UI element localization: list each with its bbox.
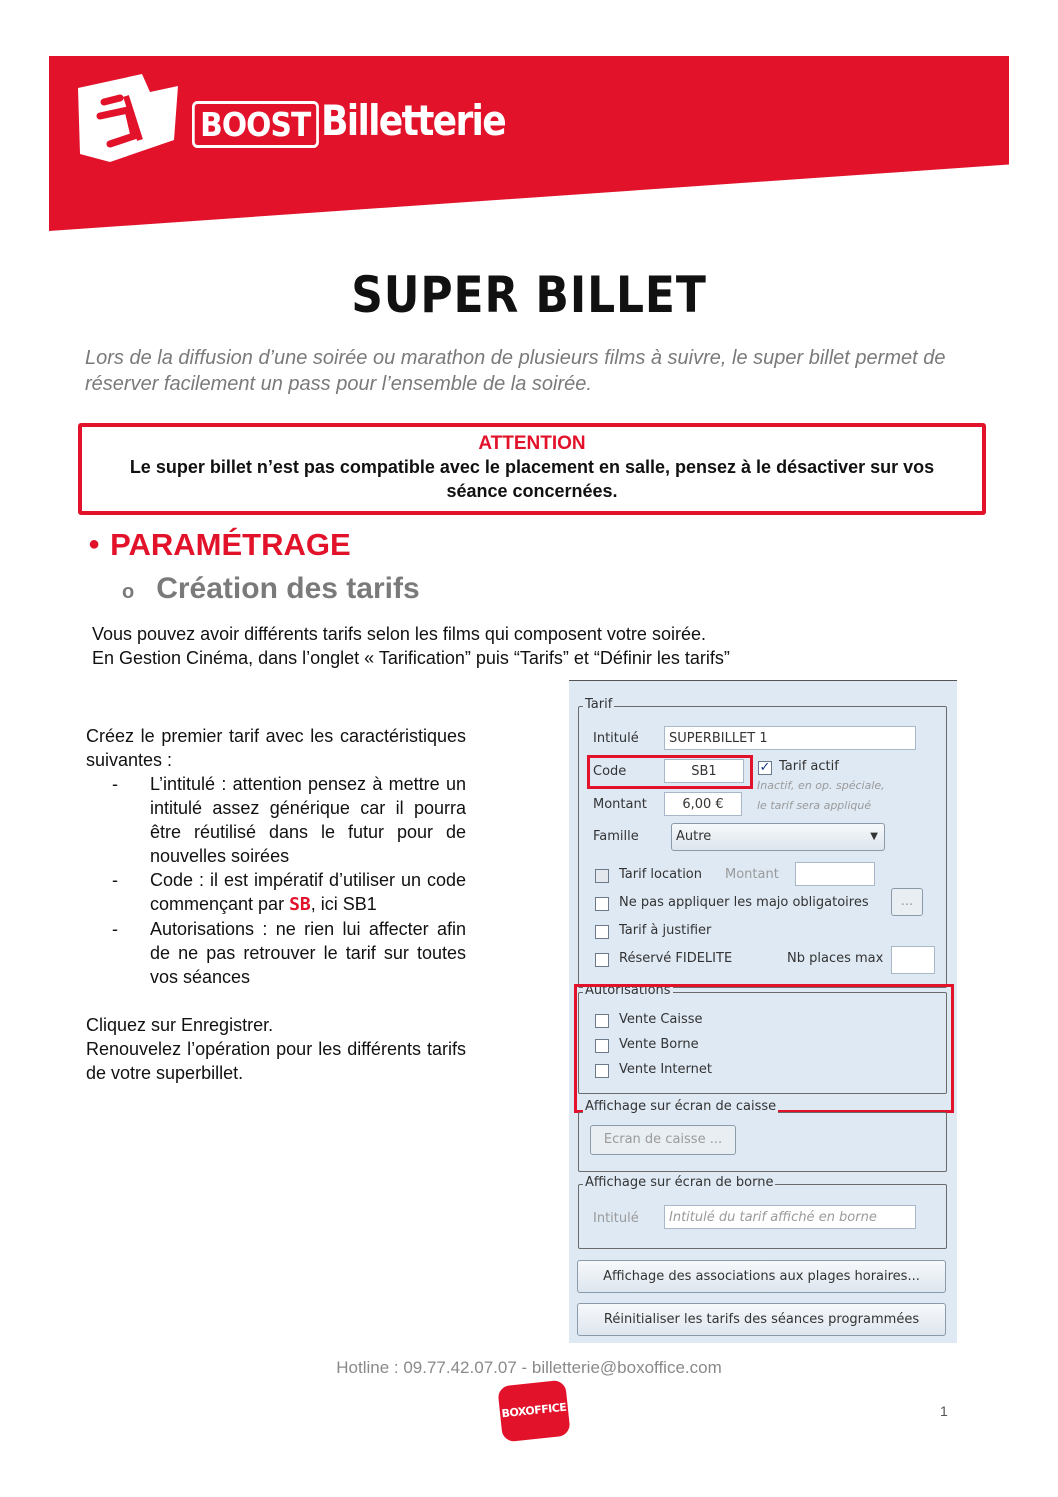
section-heading — [88, 527, 351, 563]
attention-title: ATTENTION — [478, 433, 586, 454]
code-input[interactable]: SB1 — [664, 759, 744, 783]
circle-bullet-icon: o — [122, 581, 135, 603]
montant-label: Montant — [593, 797, 647, 812]
bullet-icon: ● — [88, 533, 101, 555]
autorisations-group-label: Autorisations — [585, 983, 671, 998]
sb-prefix: SB — [289, 894, 311, 915]
ticket-logo-icon — [70, 70, 185, 170]
majo-checkbox[interactable] — [595, 897, 609, 911]
affichage-caisse-label: Affichage sur écran de caisse — [585, 1099, 777, 1114]
affichage-borne-label: Affichage sur écran de borne — [585, 1175, 774, 1190]
section-paragraph — [92, 622, 892, 670]
vente-caisse-label: Vente Caisse — [619, 1012, 703, 1027]
majo-label: Ne pas appliquer les majo obligatoires — [619, 895, 869, 910]
famille-value: Autre — [676, 829, 712, 844]
intro-text: Lors de la diffusion d’une soirée ou marathon de plusieurs films à suivre, le super billet permet de réserver facilement un pass pour l’ensemble de la soirée. — [85, 347, 946, 395]
justifier-checkbox[interactable] — [595, 925, 609, 939]
page-number: 1 — [940, 1403, 948, 1419]
tarif-actif-label: Tarif actif — [779, 759, 839, 774]
paragraph-line: Vous pouvez avoir différents tarifs selon les films qui composent votre soirée. — [92, 624, 706, 644]
fidelite-checkbox[interactable] — [595, 953, 609, 967]
fidelite-label: Réservé FIDELITE — [619, 951, 733, 966]
intitule-input[interactable]: SUPERBILLET 1 — [664, 726, 916, 750]
nb-places-label: Nb places max — [787, 951, 884, 966]
instructions — [86, 724, 466, 1085]
instructions-intro: Créez le premier tarif avec les caractéristiques suivantes : — [86, 726, 466, 770]
montant-input[interactable]: 6,00 € — [664, 792, 742, 816]
subsection-heading — [122, 572, 420, 606]
vente-borne-label: Vente Borne — [619, 1037, 699, 1052]
section-heading-text: PARAMÉTRAGE — [110, 527, 351, 562]
code-label: Code — [593, 764, 627, 779]
tarif-location-label: Tarif location — [619, 867, 703, 882]
tarif-form-screenshot — [569, 680, 957, 1343]
instructions-list — [86, 772, 466, 989]
reinitialiser-button[interactable]: Réinitialiser les tarifs des séances programmées — [577, 1303, 946, 1336]
brand-billetterie: Billetterie — [321, 96, 505, 145]
borne-intitule-input[interactable]: Intitulé du tarif affiché en borne — [664, 1205, 916, 1229]
montant-location-label: Montant — [725, 867, 779, 882]
justifier-label: Tarif à justifier — [619, 923, 712, 938]
code-highlight-box — [587, 755, 753, 789]
page-title: SUPER BILLET — [351, 266, 707, 324]
subsection-heading-text: Création des tarifs — [156, 572, 420, 605]
inactif-note: le tarif sera appliqué — [757, 799, 872, 812]
intitule-label: Intitulé — [593, 731, 639, 746]
list-item: - L’intitulé : attention pensez à mettre un intitulé assez générique car il pourra être réutilisé dans le futur pour de nouvelles soirées — [112, 774, 466, 866]
list-item: - Autorisations : ne rien lui affecter afin de ne pas retrouver le tarif sur toutes vos séances — [112, 919, 466, 987]
hotline-footer: Hotline : 09.77.42.07.07 - billetterie@boxoffice.com — [336, 1358, 722, 1377]
majo-more-button[interactable]: ... — [891, 888, 923, 916]
autorisations-highlight-box — [574, 984, 954, 1113]
ecran-caisse-button[interactable]: Ecran de caisse ... — [590, 1125, 736, 1155]
montant-location-input[interactable] — [795, 862, 875, 886]
famille-select[interactable] — [671, 823, 885, 851]
repeat-instruction: Renouvelez l’opération pour les différents tarifs de votre superbillet. — [86, 1039, 466, 1083]
list-item: - Code : il est impératif d’utiliser un code commençant par SB, ici SB1 — [112, 870, 466, 915]
tarif-location-checkbox[interactable] — [595, 869, 609, 883]
borne-intitule-label: Intitulé — [593, 1211, 639, 1226]
attention-text: Le super billet n’est pas compatible avec le placement en salle, pensez à le désactiver sur vos séance concernées. — [129, 457, 935, 501]
chevron-down-icon: ▼ — [870, 831, 878, 842]
attention-box — [78, 423, 986, 515]
vente-internet-label: Vente Internet — [619, 1062, 712, 1077]
nb-places-input[interactable] — [891, 946, 935, 974]
inactif-note: Inactif, en op. spéciale, — [757, 779, 885, 792]
brand-boost: BOOST — [192, 101, 318, 148]
famille-label: Famille — [593, 829, 639, 844]
associations-button[interactable]: Affichage des associations aux plages horaires... — [577, 1260, 946, 1293]
paragraph-line: En Gestion Cinéma, dans l’onglet « Tarification” puis “Tarifs” et “Définir les tarifs” — [92, 648, 730, 668]
tarif-group-label: Tarif — [585, 697, 613, 712]
boxoffice-logo: BOXOFFICE — [497, 1380, 570, 1443]
save-instruction: Cliquez sur Enregistrer. — [86, 1015, 274, 1035]
tarif-actif-checkbox[interactable]: ✓ — [759, 760, 771, 775]
